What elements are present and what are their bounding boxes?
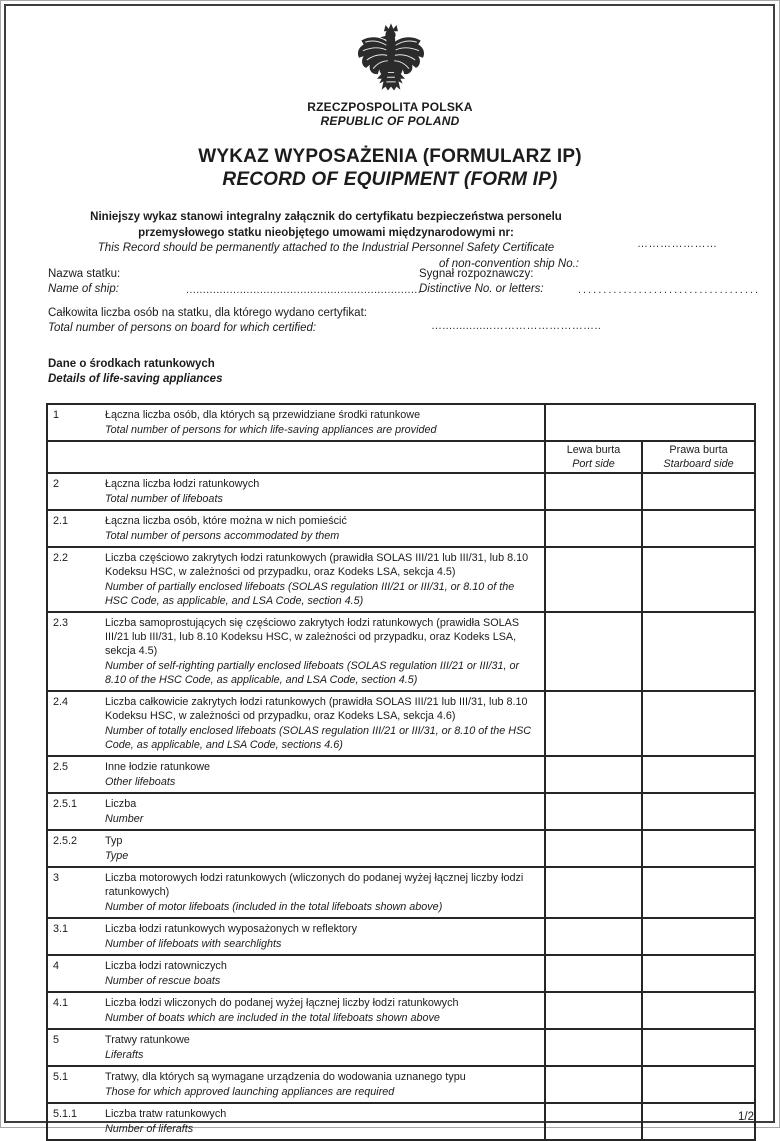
field-distinctive-label: [419, 267, 544, 297]
row-text-en: Type: [105, 850, 129, 862]
row-text-en: Those for which approved launching appliances are required: [105, 1086, 395, 1098]
row-description-cell: [47, 404, 545, 441]
row-description-cell: [47, 793, 545, 830]
value-cell-starboard: [642, 756, 755, 793]
table-row-4: [47, 955, 755, 992]
table-row-2.3: [47, 612, 755, 691]
value-cell-starboard: [642, 992, 755, 1029]
persons-dotted-line: …...............………………………..: [431, 320, 602, 332]
row-description-cell: [47, 756, 545, 793]
row-text-en: Liferafts: [105, 1049, 144, 1061]
row-text-en: Total number of lifeboats: [105, 493, 223, 505]
row-description-cell: [47, 992, 545, 1029]
row-text-pl: Tratwy, dla których są wymagane urządzenia do wodowania uznanego typu: [105, 1071, 466, 1083]
column-header-starboard: [642, 441, 755, 473]
row-text-pl: Inne łodzie ratunkowe: [105, 761, 211, 773]
row-description-cell: [47, 1066, 545, 1103]
equipment-table: [46, 403, 756, 1141]
value-cell-port: [545, 830, 642, 867]
row-number: 2: [53, 478, 60, 490]
row-text-pl: Tratwy ratunkowe: [105, 1034, 190, 1046]
row-description-cell: [47, 867, 545, 918]
value-cell-starboard: [642, 955, 755, 992]
table-row-2: [47, 473, 755, 510]
section-title-pl: Dane o środkach ratunkowych: [48, 358, 215, 370]
distinctive-label-pl: Sygnał rozpoznawczy:: [419, 268, 534, 280]
value-cell-port: [545, 510, 642, 547]
table-row-2.2: [47, 547, 755, 612]
row-text-en: Other lifeboats: [105, 776, 176, 788]
row-text-en: Number of totally enclosed lifeboats (SOLAS regulation III/21 or III/31, or 8.10 of the HSC Code, as applicable, and LSA Code, sections 4.6): [105, 725, 532, 751]
value-cell-starboard: [642, 867, 755, 918]
row-text-pl: Liczba samoprostujących się częściowo zakrytych łodzi ratunkowych (prawidła SOLAS III/21 lub III/31, lub 8.10 Kodeksu HSC, w zależności od przypadku, oraz Kodeks LSA, sekcja 4.5): [105, 617, 520, 657]
attachment-note-en-line1: This Record should be permanently attached to the Industrial Personnel Safety Certificate: [97, 242, 555, 254]
row-text-pl: Liczba łodzi ratunkowych wyposażonych w reflektory: [105, 923, 358, 935]
table-row-5: [47, 1029, 755, 1066]
row-description-cell: [47, 510, 545, 547]
row-number: 3: [53, 872, 60, 884]
table-row-2.4: [47, 691, 755, 756]
row-text-en: Number of partially enclosed lifeboats (SOLAS regulation III/21 or III/31, or 8.10 of the HSC Code, as applicable, and LSA Code, section 4.5): [105, 581, 515, 607]
row-number: 5.1: [53, 1071, 69, 1083]
row-description-cell: [47, 691, 545, 756]
country-name-en: REPUBLIC OF POLAND: [320, 114, 460, 128]
value-cell-port: [545, 793, 642, 830]
row-text-en: Number of rescue boats: [105, 975, 221, 987]
row-text-en: Total number of persons for which life-saving appliances are provided: [105, 424, 437, 436]
row-number: 5.1.1: [53, 1108, 78, 1120]
document-title-pl: WYKAZ WYPOSAŻENIA (FORMULARZ IP): [198, 146, 582, 167]
row-text-en: Total number of persons accommodated by them: [105, 530, 340, 542]
value-cell-starboard: [642, 547, 755, 612]
row-text-pl: Łączna liczba osób, dla których są przewidziane środki ratunkowe: [105, 409, 421, 421]
row-number: 5: [53, 1034, 60, 1046]
row-description-cell: [47, 547, 545, 612]
attachment-note-pl-line1: Niniejszy wykaz stanowi integralny załącznik do certyfikatu bezpieczeństwa personelu: [90, 211, 562, 223]
row-number: 2.4: [53, 696, 69, 708]
value-cell-port: [545, 691, 642, 756]
value-cell-starboard: [642, 510, 755, 547]
distinctive-label-en: Distinctive No. or letters:: [419, 283, 544, 295]
ship-name-label-en: Name of ship:: [48, 283, 119, 295]
row-number: 2.5.2: [53, 835, 78, 847]
table-row-1: [47, 404, 755, 441]
row-number: 2.5: [53, 761, 69, 773]
column-header-port-en: Port side: [572, 458, 615, 470]
distinctive-dotted-line: ....................................: [578, 284, 761, 296]
table-row-3: [47, 867, 755, 918]
row-description-cell: [47, 473, 545, 510]
polish-eagle-emblem-icon: [352, 21, 430, 101]
row-text-pl: Łączna liczba łodzi ratunkowych: [105, 478, 260, 490]
table-row-2.5: [47, 756, 755, 793]
field-persons-label: [48, 306, 367, 336]
value-cell-port: [545, 547, 642, 612]
row-number: 4.1: [53, 997, 69, 1009]
value-cell-merged: [545, 404, 755, 441]
value-cell-port: [545, 955, 642, 992]
table-row-4.1: [47, 992, 755, 1029]
equipment-table-body: [47, 404, 755, 1140]
row-text-pl: Liczba całkowicie zakrytych łodzi ratunkowych (prawidła SOLAS III/21 lub III/31, lub 8.10 Kodeksu HSC, w zależności od przypadku, oraz Kodeks LSA, sekcja 4.6): [105, 696, 528, 722]
value-cell-starboard: [642, 793, 755, 830]
certificate-number-dotted-line: …………………: [637, 238, 718, 250]
row-number: 2.1: [53, 515, 69, 527]
row-number: 4: [53, 960, 60, 972]
row-description-cell: [47, 1029, 545, 1066]
table-row-2.1: [47, 510, 755, 547]
row-text-en: Number of self-righting partially enclosed lifeboats (SOLAS regulation III/21 or III/31, or 8.10 of the HSC Code, as applicable, and LSA Code, section 4.5): [105, 660, 520, 686]
attachment-note: [61, 210, 591, 272]
attachment-note-en-line2: of non-convention ship No.:: [438, 257, 579, 270]
ship-name-dotted-line: ......................................................................: [186, 284, 421, 296]
row-description-cell: [47, 612, 545, 691]
row-number: 1: [53, 409, 60, 421]
column-header-starboard-pl: Prawa burta: [669, 444, 728, 456]
document-title-en: RECORD OF EQUIPMENT (FORM IP): [222, 169, 558, 190]
ship-name-label-pl: Nazwa statku:: [48, 268, 121, 280]
table-column-header-row: [47, 441, 755, 473]
row-text-en: Number of lifeboats with searchlights: [105, 938, 282, 950]
row-text-pl: Liczba motorowych łodzi ratunkowych (wliczonych do podanej wyżej łącznej liczby łodzi ratunkowych): [105, 872, 524, 898]
value-cell-port: [545, 992, 642, 1029]
value-cell-starboard: [642, 691, 755, 756]
row-text-pl: Typ: [105, 835, 123, 847]
section-title: [48, 357, 222, 387]
row-number: 2.5.1: [53, 798, 78, 810]
persons-label-pl: Całkowita liczba osób na statku, dla którego wydano certyfikat:: [48, 307, 367, 319]
row-description-cell: [47, 955, 545, 992]
row-text-pl: Liczba: [105, 798, 137, 810]
row-number: 2.3: [53, 617, 69, 629]
row-text-pl: Liczba łodzi ratowniczych: [105, 960, 227, 972]
section-title-en: Details of life-saving appliances: [48, 373, 223, 385]
value-cell-port: [545, 918, 642, 955]
persons-label-en: Total number of persons on board for which certified:: [48, 322, 317, 334]
table-row-2.5.1: [47, 793, 755, 830]
row-text-pl: Liczba częściowo zakrytych łodzi ratunkowych (prawidła SOLAS III/21 lub III/31, lub 8.10 Kodeksu HSC, w zależności od przypadku, oraz Kodeks LSA, sekcja 4.5): [105, 552, 529, 578]
page-number: 1/2: [738, 1111, 754, 1123]
row-text-en: Number: [105, 813, 144, 825]
value-cell-starboard: [642, 612, 755, 691]
row-text-en: Number of liferafts: [105, 1123, 194, 1135]
value-cell-starboard: [642, 1029, 755, 1066]
row-description-cell: [47, 830, 545, 867]
attachment-note-pl-line2: przemysłowego statku nieobjętego umowami międzynarodowymi nr:: [138, 226, 514, 239]
country-name-pl: RZECZPOSPOLITA POLSKA: [307, 100, 473, 114]
row-text-en: Number of boats which are included in the total lifeboats shown above: [105, 1012, 440, 1024]
table-row-2.5.2: [47, 830, 755, 867]
value-cell-starboard: [642, 918, 755, 955]
value-cell-port: [545, 1066, 642, 1103]
value-cell-starboard: [642, 1066, 755, 1103]
value-cell-port: [545, 1029, 642, 1066]
column-header-empty-cell: [47, 441, 545, 473]
value-cell-port: [545, 612, 642, 691]
column-header-port: [545, 441, 642, 473]
row-text-en: Number of motor lifeboats (included in the total lifeboats shown above): [105, 901, 443, 913]
row-number: 3.1: [53, 923, 69, 935]
value-cell-starboard: [642, 830, 755, 867]
column-header-port-pl: Lewa burta: [566, 444, 621, 456]
value-cell-port: [545, 473, 642, 510]
value-cell-starboard: [642, 473, 755, 510]
row-number: 2.2: [53, 552, 69, 564]
row-description-cell: [47, 918, 545, 955]
value-cell-port: [545, 756, 642, 793]
row-text-pl: Łączna liczba osób, które można w nich pomieścić: [105, 515, 347, 527]
table-row-3.1: [47, 918, 755, 955]
value-cell-port: [545, 867, 642, 918]
column-header-starboard-en: Starboard side: [663, 458, 734, 470]
table-row-5.1: [47, 1066, 755, 1103]
field-ship-name-label: [48, 267, 120, 297]
row-text-pl: Liczba tratw ratunkowych: [105, 1108, 227, 1120]
row-text-pl: Liczba łodzi wliczonych do podanej wyżej łącznej liczby łodzi ratunkowych: [105, 997, 459, 1009]
